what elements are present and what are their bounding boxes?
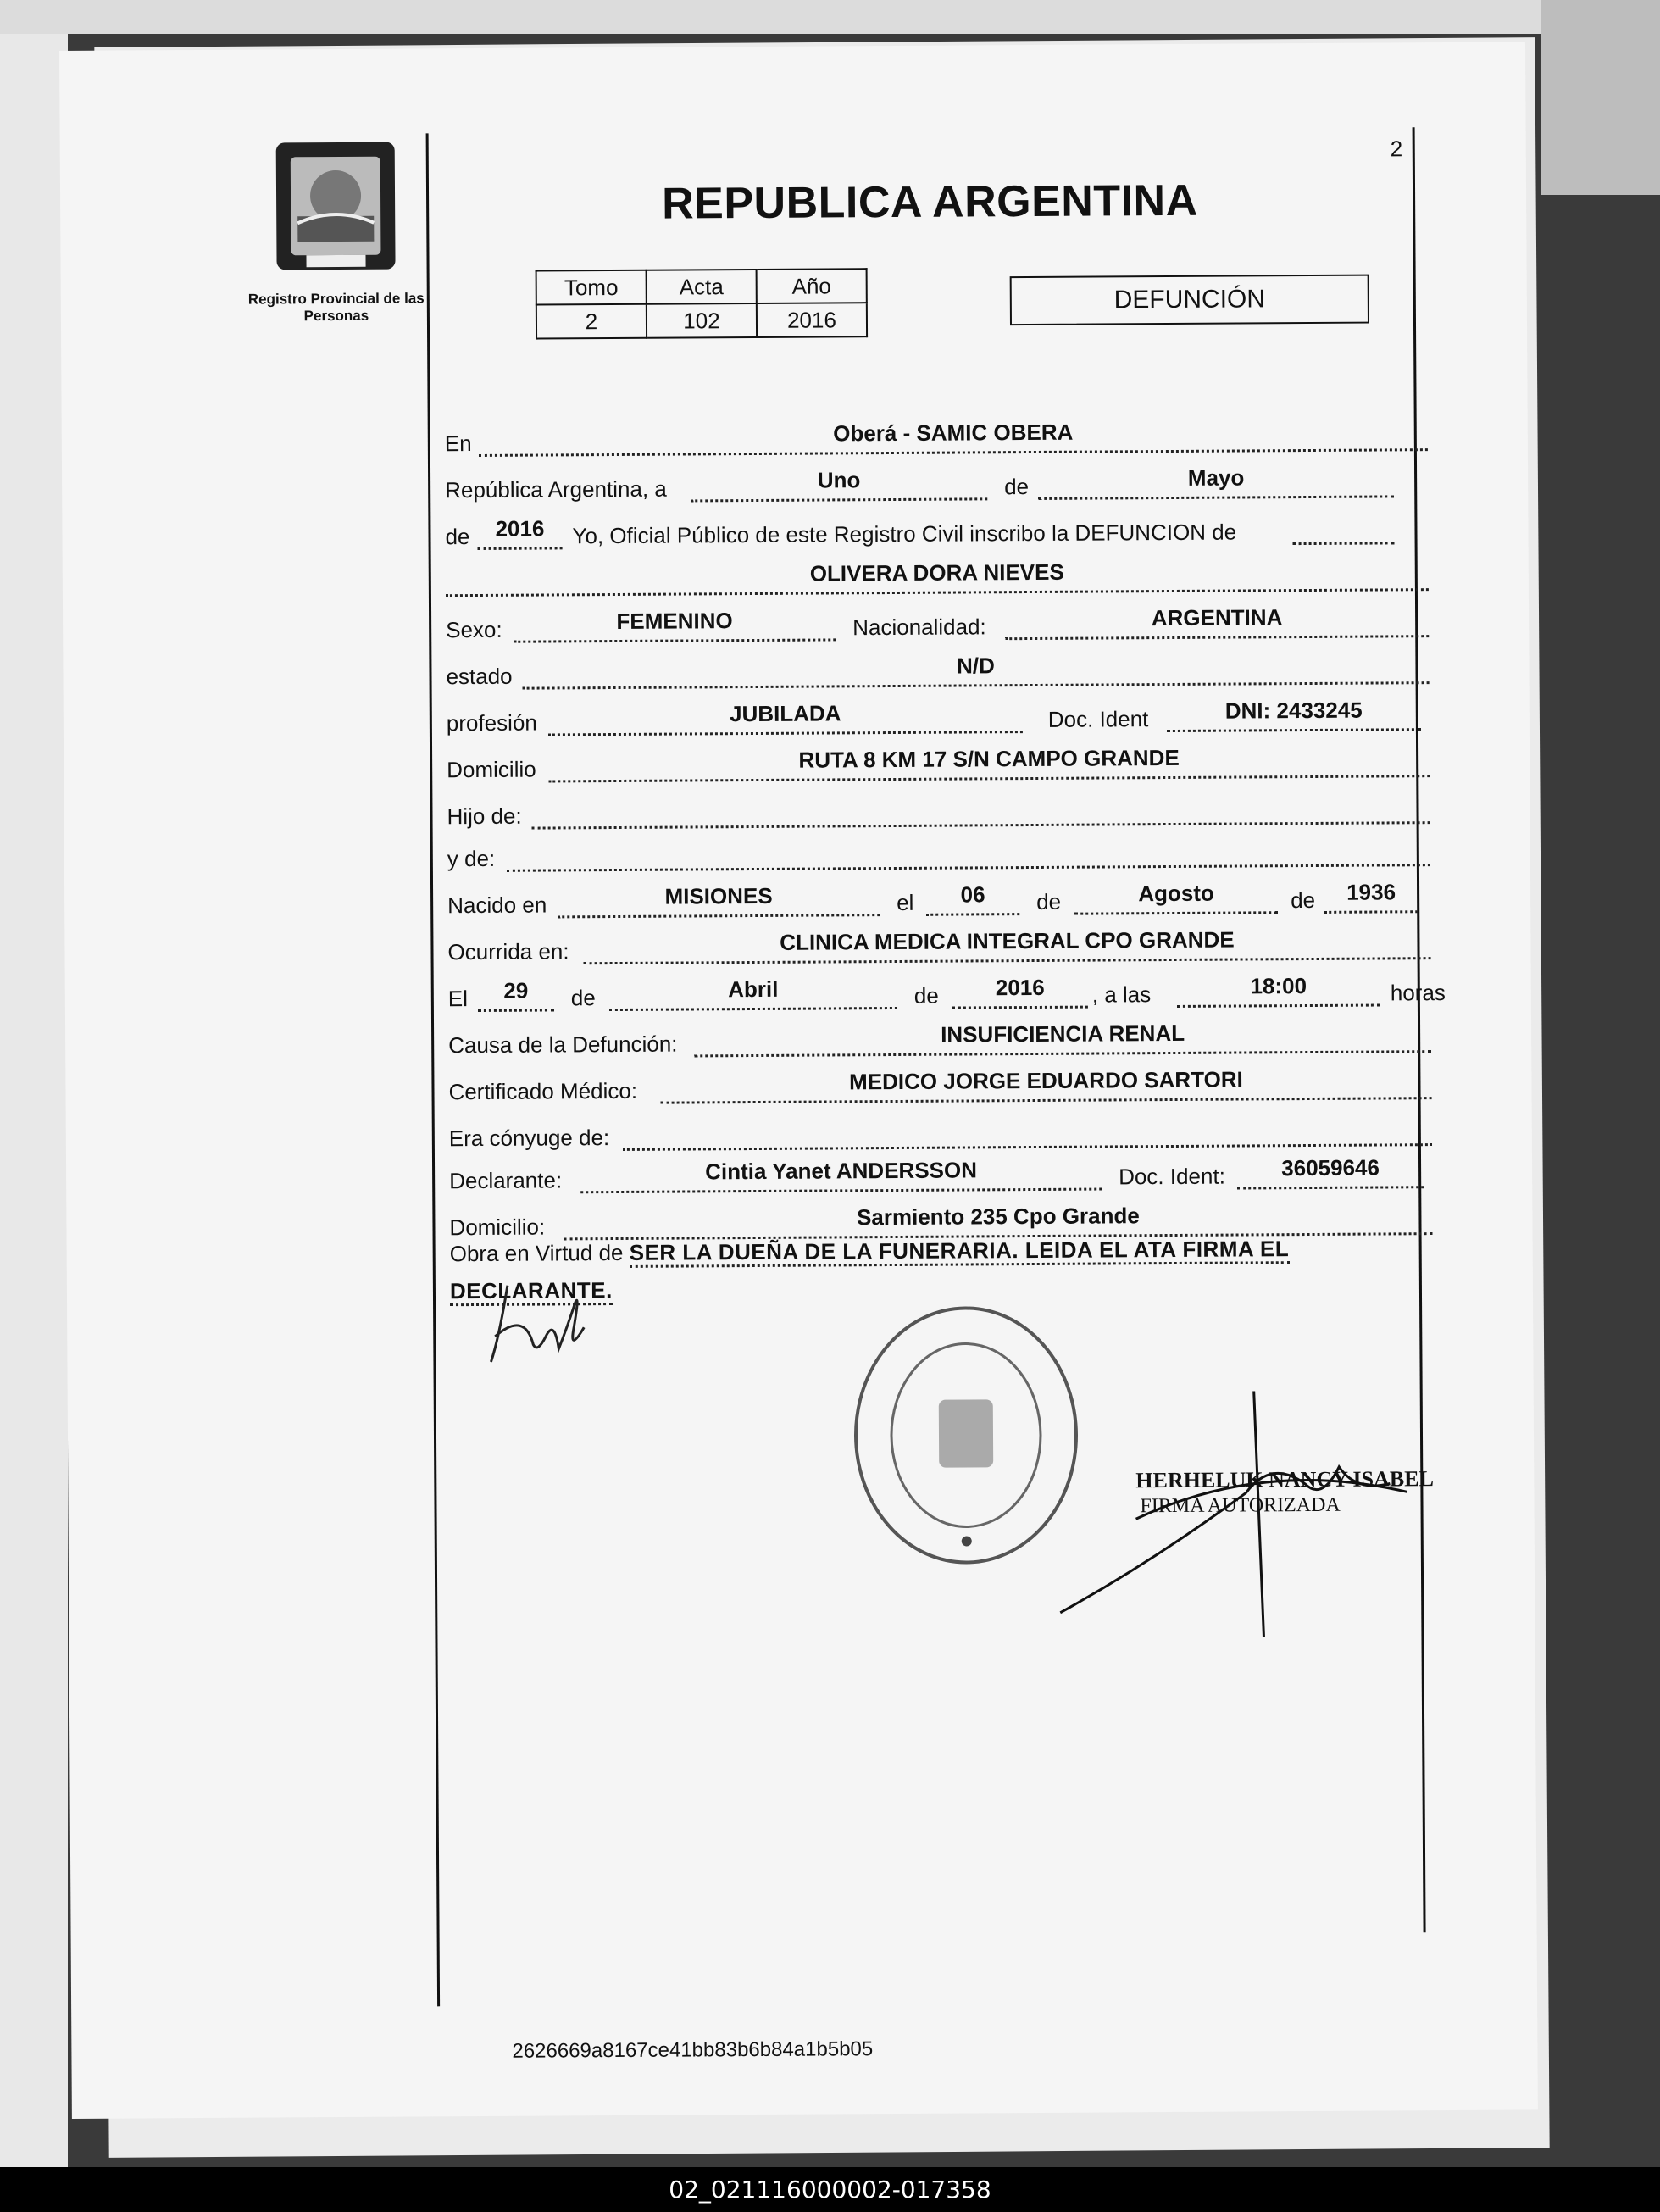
field-hijo	[531, 787, 1430, 829]
label-a-las: , a las	[1091, 981, 1152, 1008]
field-dia: Uno	[691, 464, 987, 502]
field-mes: Mayo	[1038, 461, 1394, 500]
official-seal-icon	[847, 1299, 1085, 1572]
background-top	[0, 0, 1660, 34]
field-def-dia: 29	[478, 975, 554, 1012]
label-obra: Obra en Virtud de	[449, 1239, 624, 1267]
label-domicilio-2: Domicilio:	[449, 1214, 546, 1241]
field-anio: 2016	[477, 513, 562, 550]
field-sexo: FEMENINO	[514, 604, 836, 642]
row-certificado	[448, 1064, 1406, 1109]
field-def-mes: Abril	[609, 973, 897, 1011]
row-nacido	[447, 877, 1405, 922]
field-nacido-en: MISIONES	[558, 880, 880, 918]
row-yde	[447, 831, 1405, 875]
label-yde: y de:	[447, 845, 496, 872]
label-causa: Causa de la Defunción:	[448, 1031, 678, 1059]
field-nacionalidad: ARGENTINA	[1005, 601, 1429, 640]
field-nac-anio: 1936	[1324, 876, 1418, 914]
document-page	[59, 42, 1538, 2119]
field-certificado: MEDICO JORGE EDUARDO SARTORI	[660, 1063, 1431, 1104]
row-declarante	[449, 1153, 1407, 1198]
field-obra: SER LA DUEÑA DE LA FUNERARIA. LEIDA EL ATA FIRMA EL DECLARANTE.	[450, 1236, 1289, 1306]
field-causa: INSUFICIENCIA RENAL	[694, 1016, 1431, 1057]
left-margin-line	[426, 133, 440, 2006]
field-nac-dia: 06	[926, 879, 1019, 916]
row-domicilio	[447, 742, 1404, 786]
field-domicilio-2: Sarmiento 235 Cpo Grande	[564, 1198, 1432, 1240]
value-acta: 102	[647, 303, 757, 338]
field-doc: DNI: 2433245	[1167, 694, 1421, 732]
header-acta: Acta	[647, 270, 757, 304]
label-doc: Doc. Ident	[1047, 706, 1149, 732]
field-ocurrida: CLINICA MEDICA INTEGRAL CPO GRANDE	[583, 923, 1430, 964]
label-nacionalidad: Nacionalidad:	[852, 614, 986, 641]
field-nac-mes: Agosto	[1074, 877, 1278, 914]
label-en: En	[444, 431, 472, 457]
field-def-hora: 18:00	[1177, 970, 1380, 1007]
field-domicilio: RUTA 8 KM 17 S/N CAMPO GRANDE	[548, 741, 1430, 782]
label-republica: República Argentina, a	[445, 475, 667, 503]
register-value-row	[536, 303, 867, 338]
misiones-emblem-icon	[272, 138, 400, 275]
label-de-3: de	[1036, 888, 1062, 914]
label-de-5: de	[570, 985, 596, 1011]
row-sexo	[446, 602, 1403, 647]
header-tomo: Tomo	[536, 270, 647, 305]
row-nombre	[446, 555, 1403, 600]
record-type-box: DEFUNCIÓN	[1010, 275, 1369, 326]
value-tomo: 2	[536, 304, 647, 339]
label-certificado: Certificado Médico:	[448, 1077, 638, 1105]
document-hash: 2626669a8167ce41bb83b6b84a1b5b05	[512, 2037, 874, 2063]
label-sexo: Sexo:	[446, 616, 502, 643]
label-doc-2: Doc. Ident:	[1119, 1163, 1225, 1190]
row-en	[445, 415, 1402, 460]
row-estado	[446, 648, 1403, 693]
label-hijo: Hijo de:	[447, 803, 522, 830]
register-table	[536, 268, 868, 339]
label-el: el	[897, 889, 914, 915]
label-el-2: El	[447, 986, 469, 1012]
field-def-anio: 2016	[952, 972, 1088, 1009]
row-fecha-defuncion	[447, 970, 1446, 1015]
row-oficial	[445, 509, 1402, 553]
row-hijo	[447, 788, 1404, 833]
label-oficial: Yo, Oficial Público de este Registro Civil inscribo la DEFUNCION de	[572, 519, 1237, 549]
label-profesion: profesión	[446, 709, 537, 736]
field-blank-1	[1292, 508, 1394, 545]
label-de-1: de	[1004, 474, 1030, 500]
label-estado: estado	[446, 663, 513, 690]
field-conyuge	[623, 1109, 1432, 1151]
field-doc-2: 36059646	[1237, 1152, 1424, 1189]
label-de-2: de	[445, 524, 470, 550]
label-nacido: Nacido en	[447, 892, 547, 919]
field-lugar: Oberá - SAMIC OBERA	[479, 414, 1428, 457]
authorized-signature	[1051, 1390, 1417, 1647]
field-nombre: OLIVERA DORA NIEVES	[446, 554, 1429, 597]
value-anio: 2016	[757, 303, 867, 337]
field-estado: N/D	[522, 647, 1429, 690]
label-de-6: de	[913, 982, 939, 1009]
signer-role: FIRMA AUTORIZADA	[1140, 1493, 1341, 1518]
field-declarante: Cintia Yanet ANDERSSON	[580, 1154, 1102, 1194]
field-profesion: JUBILADA	[548, 697, 1023, 736]
row-fecha-acta	[445, 462, 1402, 507]
label-declarante: Declarante:	[449, 1167, 563, 1194]
page-number: 2	[1390, 136, 1403, 162]
row-profesion	[447, 695, 1404, 740]
document-title: REPUBLICA ARGENTINA	[661, 175, 1198, 229]
label-domicilio: Domicilio	[447, 756, 536, 783]
label-de-4: de	[1291, 886, 1316, 914]
row-ocurrida	[447, 924, 1405, 969]
footer-id: 02_021116000002-017358	[0, 2167, 1660, 2212]
declarant-signature	[474, 1276, 627, 1379]
field-yde	[507, 830, 1430, 872]
background-page-left	[0, 0, 68, 2170]
label-conyuge: Era cónyuge de:	[448, 1125, 610, 1152]
register-header-row	[536, 269, 867, 304]
background-right	[1541, 0, 1660, 195]
header-anio: Año	[757, 269, 867, 303]
logo-caption: Registro Provincial de las Personas	[247, 290, 425, 325]
signer-name: HERHELUK NANCY ISABEL	[1135, 1466, 1434, 1493]
label-ocurrida: Ocurrida en:	[447, 938, 569, 965]
row-causa	[448, 1017, 1406, 1062]
label-horas: horas	[1390, 980, 1446, 1006]
row-conyuge	[449, 1110, 1407, 1155]
